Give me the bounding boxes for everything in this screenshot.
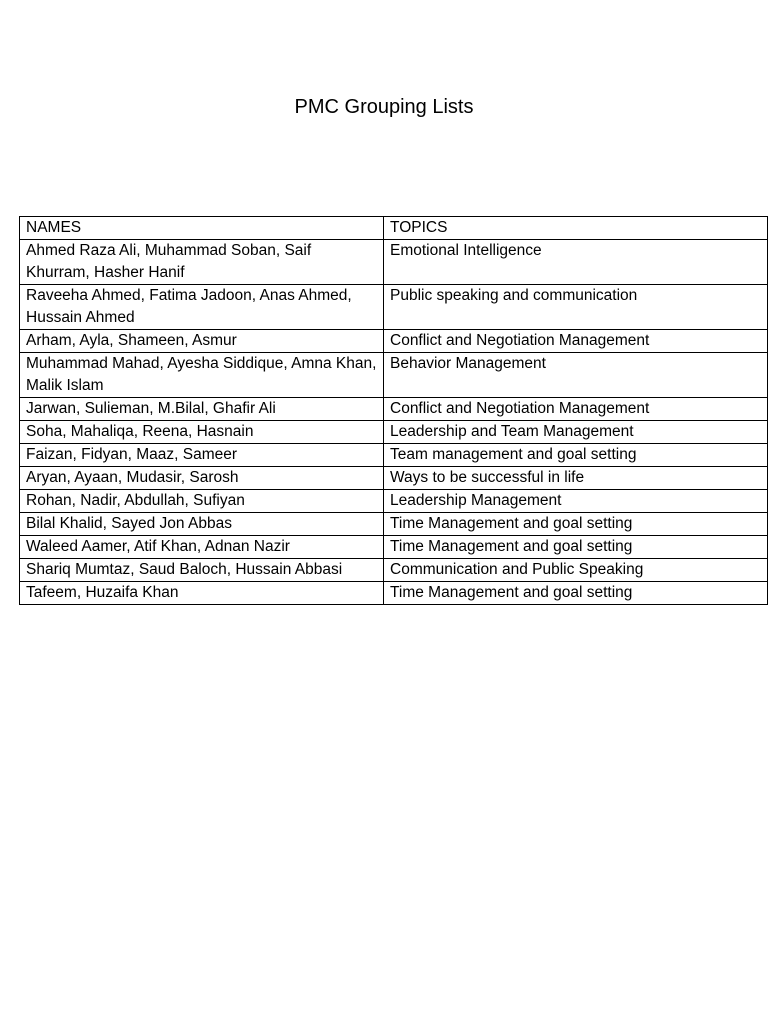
table-row [20, 240, 768, 285]
names-cell: Arham, Ayla, Shameen, Asmur [20, 330, 384, 353]
table-row [20, 330, 768, 353]
table-row [20, 513, 768, 536]
table-row [20, 490, 768, 513]
names-cell: Soha, Mahaliqa, Reena, Hasnain [20, 421, 384, 444]
table-row [20, 467, 768, 490]
names-cell: Faizan, Fidyan, Maaz, Sameer [20, 444, 384, 467]
names-cell: Tafeem, Huzaifa Khan [20, 582, 384, 605]
names-cell: Shariq Mumtaz, Saud Baloch, Hussain Abbasi [20, 559, 384, 582]
names-cell: Bilal Khalid, Sayed Jon Abbas [20, 513, 384, 536]
names-cell: Rohan, Nadir, Abdullah, Sufiyan [20, 490, 384, 513]
topic-cell: Emotional Intelligence [384, 240, 768, 285]
topic-cell: Conflict and Negotiation Management [384, 330, 768, 353]
grouping-table [19, 216, 768, 605]
topic-cell: Team management and goal setting [384, 444, 768, 467]
table-row [20, 444, 768, 467]
names-cell: Aryan, Ayaan, Mudasir, Sarosh [20, 467, 384, 490]
topic-cell: Ways to be successful in life [384, 467, 768, 490]
topic-cell: Behavior Management [384, 353, 768, 398]
names-cell: Muhammad Mahad, Ayesha Siddique, Amna Khan, Malik Islam [20, 353, 384, 398]
table-row [20, 353, 768, 398]
names-cell: Jarwan, Sulieman, M.Bilal, Ghafir Ali [20, 398, 384, 421]
names-cell: Ahmed Raza Ali, Muhammad Soban, Saif Khurram, Hasher Hanif [20, 240, 384, 285]
table-row [20, 398, 768, 421]
topic-cell: Conflict and Negotiation Management [384, 398, 768, 421]
table-row [20, 421, 768, 444]
page-title: PMC Grouping Lists [294, 96, 474, 118]
table-row [20, 582, 768, 605]
table-row [20, 285, 768, 330]
header-names: NAMES [20, 217, 384, 240]
topic-cell: Leadership and Team Management [384, 421, 768, 444]
header-topics: TOPICS [384, 217, 768, 240]
table-row [20, 536, 768, 559]
topic-cell: Leadership Management [384, 490, 768, 513]
topic-cell: Time Management and goal setting [384, 536, 768, 559]
topic-cell: Time Management and goal setting [384, 513, 768, 536]
topic-cell: Public speaking and communication [384, 285, 768, 330]
topic-cell: Time Management and goal setting [384, 582, 768, 605]
names-cell: Raveeha Ahmed, Fatima Jadoon, Anas Ahmed, Hussain Ahmed [20, 285, 384, 330]
names-cell: Waleed Aamer, Atif Khan, Adnan Nazir [20, 536, 384, 559]
table-header-row [20, 217, 768, 240]
table-row [20, 559, 768, 582]
topic-cell: Communication and Public Speaking [384, 559, 768, 582]
